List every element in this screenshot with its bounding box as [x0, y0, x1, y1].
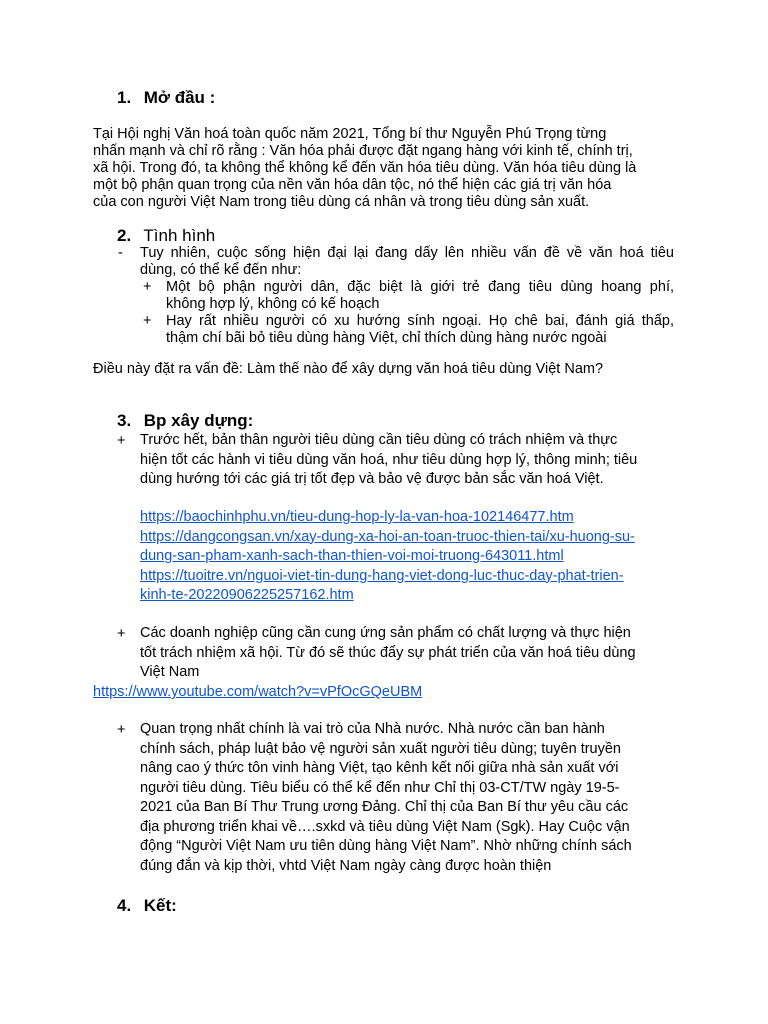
link-dangcongsan[interactable]: https://dangcongsan.vn/xay-dung-xa-hoi-an-toan-truoc-thien-tai/xu-huong-su- — [140, 528, 635, 545]
paragraph-line: xã hội. Trong đó, ta không thể không kể đến văn hóa tiêu dùng. Văn hóa tiêu dùng là — [93, 160, 637, 176]
heading-conclusion — [117, 896, 177, 916]
item-line: địa phương triển khai về….sxkd và tiêu dùng Việt Nam (Sgk). Hay Cuộc vận — [140, 818, 630, 835]
heading-title: Mở đầu : — [143, 88, 216, 107]
plus-bullet: + — [143, 279, 152, 295]
item-line: đúng đắn và kịp thời, vhtd Việt Nam ngày càng được hoàn thiện — [140, 857, 552, 874]
paragraph-line: Tại Hội nghị Văn hoá toàn quốc năm 2021, Tổng bí thư Nguyễn Phú Trọng từng — [93, 126, 607, 142]
item-line: thậm chí bãi bỏ tiêu dùng hàng Việt, chỉ thích dùng hàng nước ngoài — [166, 330, 607, 346]
paragraph-line: Điều này đặt ra vấn đề: Làm thế nào để xây dựng văn hoá tiêu dùng Việt Nam? — [93, 361, 604, 377]
paragraph-line: của con người Việt Nam trong tiêu dùng cá nhân và trong tiêu dùng sản xuất. — [93, 194, 590, 210]
item-line: Quan trọng nhất chính là vai trò của Nhà nước. Nhà nước cần ban hành — [140, 721, 605, 737]
item-line: không hợp lý, không có kế hoạch — [166, 296, 380, 312]
situation-sub-item — [166, 279, 674, 313]
solution-item-state — [140, 720, 685, 876]
solution-item-consumers — [140, 431, 680, 490]
link-youtube[interactable]: https://www.youtube.com/watch?v=vPfOcGQeUBM — [93, 684, 423, 700]
item-line: Trước hết, bản thân người tiêu dùng cần tiêu dùng có trách nhiệm và thực — [140, 432, 618, 448]
item-line: Việt Nam — [140, 664, 200, 680]
item-line: nâng cao ý thức tôn vinh hàng Việt, tạo kênh kết nối giữa nhà sản xuất với — [140, 760, 619, 776]
plus-bullet: + — [117, 722, 126, 738]
item-line: dùng hướng tới các giá trị tốt đẹp và bảo vệ được bản sắc văn hoá Việt. — [140, 471, 604, 487]
situation-dash-item — [140, 245, 674, 279]
heading-number: 4. — [117, 896, 132, 915]
item-line: 2021 của Ban Bí Thư Trung ương Đảng. Chỉ thị của Ban Bí thư yêu cầu các — [140, 799, 629, 815]
link-tuoitre[interactable]: kinh-te-20220906225257162.htm — [140, 587, 354, 603]
item-line: dùng, có thể kể đến như: — [140, 262, 302, 278]
item-line: động “Người Việt Nam ưu tiên dùng hàng Việt Nam”. Nhờ những chính sách — [140, 838, 632, 854]
item-line: Hay rất nhiều người có xu hướng sính ngoại. Họ chê bai, đánh giá thấp, — [166, 313, 674, 329]
heading-title: Tình hình — [143, 226, 216, 245]
plus-bullet: + — [117, 433, 126, 449]
link-baochinhphu[interactable]: https://baochinhphu.vn/tieu-dung-hop-ly-la-van-hoa-102146477.htm — [140, 509, 574, 525]
situation-sub-item — [166, 313, 674, 347]
link-tuoitre[interactable]: https://tuoitre.vn/nguoi-viet-tin-dung-hang-viet-dong-luc-thuc-day-phat-trien- — [140, 567, 624, 584]
intro-paragraph — [93, 126, 677, 211]
plus-bullet: + — [143, 313, 152, 329]
heading-number: 1. — [117, 88, 132, 107]
reference-links — [140, 508, 635, 606]
heading-number: 2. — [117, 226, 132, 245]
heading-number: 3. — [117, 411, 132, 430]
plus-bullet: + — [117, 626, 126, 642]
heading-solutions — [117, 411, 253, 431]
item-line: Các doanh nghiệp cũng cần cung ứng sản phẩm có chất lượng và thực hiện — [140, 625, 631, 641]
item-line: Một bộ phận người dân, đặc biệt là giới trẻ đang tiêu dùng hoang phí, — [166, 279, 674, 295]
link-dangcongsan[interactable]: dung-san-pham-xanh-sach-than-thien-voi-moi-truong-643011.html — [140, 548, 564, 564]
dash-bullet: - — [118, 245, 123, 261]
item-line: hiện tốt các hành vi tiêu dùng văn hoá, như tiêu dùng hợp lý, thông minh; tiêu — [140, 451, 638, 468]
item-line: Tuy nhiên, cuộc sống hiện đại lại đang dấy lên nhiều vấn đề về văn hoá tiêu — [140, 245, 674, 261]
paragraph-line: một bộ phận quan trọng của nền văn hóa dân tộc, nó thể hiện các giá trị văn hóa — [93, 177, 612, 193]
situation-question — [93, 361, 677, 378]
paragraph-line: nhấn mạnh và chỉ rõ rằng : Văn hóa phải được đặt ngang hàng với kinh tế, chính trị, — [93, 143, 633, 159]
item-line: người tiêu dùng. Tiêu biểu có thể kể đến như Chỉ thị 03-CT/TW ngày 19-5- — [140, 779, 620, 796]
heading-title: Kết: — [143, 896, 177, 915]
heading-title: Bp xây dựng: — [143, 411, 254, 430]
item-line: chính sách, pháp luật bảo vệ người sản xuất người tiêu dùng; tuyên truyền — [140, 740, 621, 757]
solution-item-businesses — [140, 624, 680, 683]
heading-intro — [117, 88, 215, 108]
item-line: tốt trách nhiệm xã hội. Từ đó sẽ thúc đẩy sự phát triển của văn hoá tiêu dùng — [140, 644, 636, 661]
heading-situation — [117, 226, 215, 246]
